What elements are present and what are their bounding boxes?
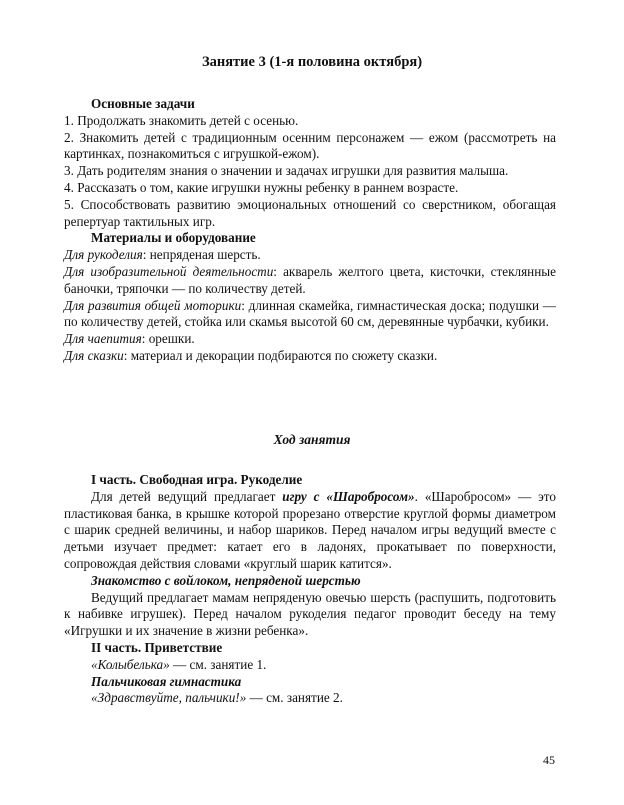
material-item	[64, 247, 556, 264]
page-number: 45	[543, 753, 555, 767]
part1-paragraph	[64, 489, 556, 573]
part1-text-b: . «Шаробросом» — это пластиковая банка, в крышке которой прорезано отверстие круглой формы диаметром с шарик средней величины, и набор шариков. Перед началом игры ведущий вместе с детьми изучает предмет: катает его в ладонях, прокатывает по поверхности, сопровождая действия словами «круглый шарик катится».	[64, 488, 556, 571]
material-item	[64, 298, 556, 332]
part1-text-a: Для детей ведущий предлагает	[91, 488, 283, 504]
material-text: : акварель желтого цвета, кисточки, стеклянные баночки, тряпочки — по количеству детей.	[64, 263, 556, 296]
part1-subheading: Знакомство с войлоком, непряденой шерстью	[91, 572, 361, 588]
task-item: 5. Способствовать развитию эмоциональных отношений со сверстником, обогащая репертуар тактильных игр.	[64, 196, 556, 229]
part2-subheading: Пальчиковая гимнастика	[91, 673, 242, 689]
game-title: «Здравствуйте, пальчики!»	[91, 690, 247, 706]
tasks-and-materials	[64, 96, 556, 365]
material-label: Для развития общей моторики	[64, 297, 242, 313]
part2-heading: II часть. Приветствие	[91, 639, 223, 655]
task-item: 4. Рассказать о том, какие игрушки нужны ребенку в раннем возрасте.	[64, 179, 459, 195]
task-item: 2. Знакомить детей с традиционным осенним персонажем — ежом (рассмотреть на картинках, познакомиться с игрушкой-ежом).	[64, 129, 556, 162]
material-label: Для чаепития	[64, 331, 142, 347]
task-item: 3. Дать родителям знания о значении и задачах игрушки для развития малыша.	[64, 163, 509, 179]
course-heading: Ход занятия	[273, 432, 351, 447]
lesson-course	[64, 472, 556, 707]
page-title: Занятие 3 (1-я половина октября)	[201, 54, 423, 70]
reference-text: — см. занятие 2.	[246, 690, 343, 706]
task-item: 1. Продолжать знакомить детей с осенью.	[64, 112, 299, 128]
material-item	[64, 331, 556, 348]
material-text: : орешки.	[141, 331, 195, 347]
material-label: Для изобразительной деятельности	[64, 263, 274, 279]
part1-heading: I часть. Свободная игра. Рукоделие	[91, 472, 303, 487]
tasks-heading: Основные задачи	[91, 96, 195, 111]
materials-heading: Материалы и оборудование	[91, 230, 256, 246]
material-text: : длинная скамейка, гимнастическая доска; подушки — по количеству детей, стойка или скамья высотой 60 см, деревянные чурбачки, кубики.	[64, 297, 556, 330]
material-text: : материал и декорации подбираются по сюжету сказки.	[123, 347, 438, 363]
part2-line	[91, 690, 556, 707]
reference-text: — см. занятие 1.	[169, 656, 267, 672]
material-item	[64, 264, 556, 298]
part2-line	[91, 657, 556, 674]
material-text: : непряденая шерсть.	[142, 247, 261, 263]
material-item	[64, 348, 556, 365]
part1-paragraph-2: Ведущий предлагает мамам непряденую овечью шерсть (распушить, подготовить к набивке игрушек). Перед началом рукоделия педагог проводит беседу на тему «Игрушки и их значение в жизни ребенка».	[64, 589, 556, 639]
song-title: «Колыбелька»	[91, 656, 170, 672]
material-label: Для рукоделия	[64, 247, 143, 263]
material-label: Для сказки	[64, 347, 124, 363]
game-name: игру с «Шаробросом»	[282, 488, 415, 504]
